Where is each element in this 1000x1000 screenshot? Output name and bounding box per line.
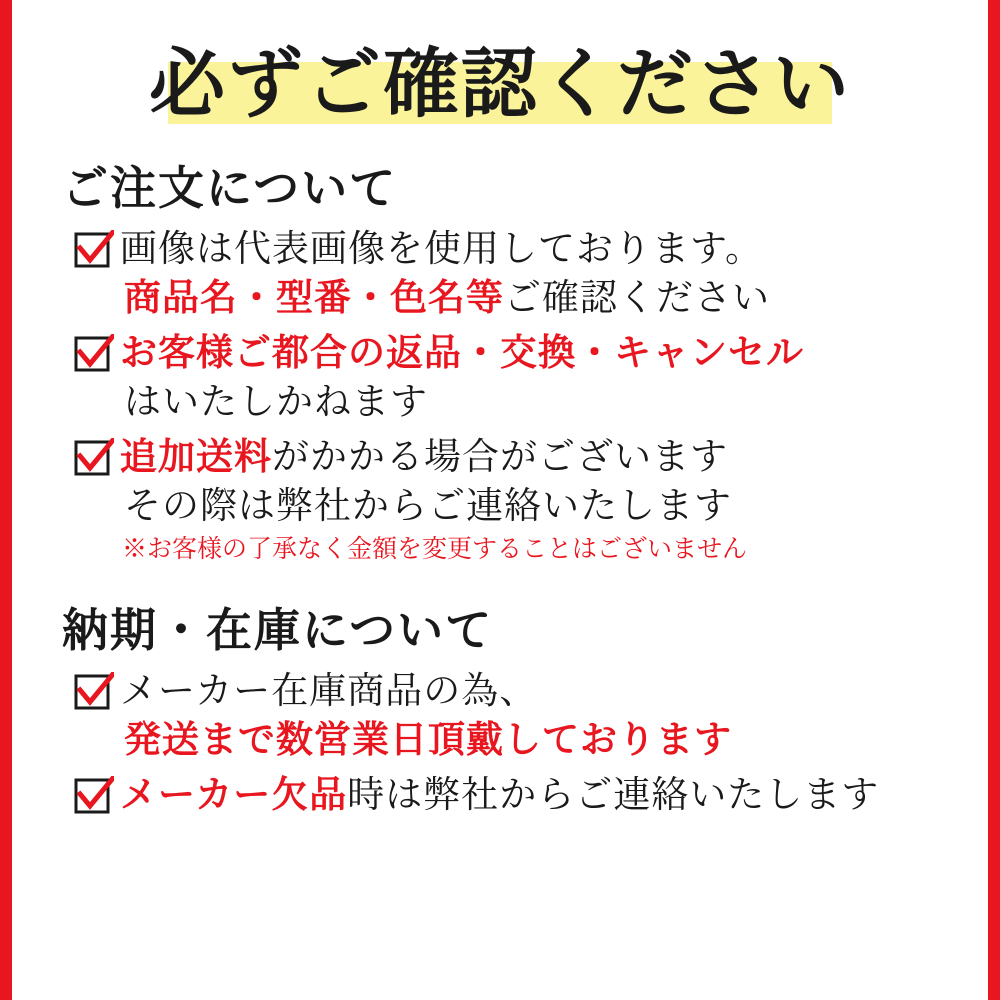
text-line: お客様ご都合の返品・交換・キャンセル xyxy=(120,330,804,374)
list-item-text xyxy=(120,666,960,764)
text-emphasis: 商品名・型番・色名等 xyxy=(124,275,504,319)
text-line: メーカー在庫商品の為、 xyxy=(120,669,538,712)
list-item xyxy=(74,666,960,764)
notice-content xyxy=(12,0,988,1000)
checkbox-checked-icon xyxy=(74,230,114,270)
text-emphasis: メーカー欠品 xyxy=(120,772,348,816)
title-block xyxy=(40,34,960,134)
section-heading-order: ご注文について xyxy=(62,161,398,215)
text-line: その際は弊社からご連絡いたします xyxy=(124,484,732,527)
list-item-text xyxy=(120,432,960,568)
text-line xyxy=(120,273,960,322)
right-red-bar xyxy=(988,0,1000,1000)
text-emphasis: 追加送料 xyxy=(120,434,272,478)
text-plain: ご確認ください xyxy=(504,276,770,319)
left-red-bar xyxy=(0,0,12,1000)
section-heading-delivery: 納期・在庫について xyxy=(62,603,494,657)
text-plain: 時は弊社からご連絡いたします xyxy=(347,773,880,816)
text-line xyxy=(120,770,960,819)
checkbox-checked-icon xyxy=(74,438,114,478)
checkbox-checked-icon xyxy=(74,334,114,374)
text-line: 画像は代表画像を使用しております。 xyxy=(120,227,764,270)
list-item xyxy=(74,770,960,819)
text-plain: がかかる場合がございます xyxy=(272,435,728,478)
text-line: 発送まで数営業日頂戴しております xyxy=(124,717,732,761)
list-item-text xyxy=(120,224,960,322)
list-item-text xyxy=(120,328,960,426)
text-line: はいたしかねます xyxy=(124,380,428,423)
footnote: ※お客様の了承なく金額を変更することはございません xyxy=(122,534,748,563)
text-line xyxy=(120,432,960,481)
checkbox-checked-icon xyxy=(74,672,114,712)
list-item xyxy=(74,328,960,426)
checkbox-checked-icon xyxy=(74,776,114,816)
list-item-text xyxy=(120,770,960,819)
page-title: 必ずご確認ください xyxy=(149,39,851,128)
list-item xyxy=(74,224,960,322)
list-item xyxy=(74,432,960,568)
